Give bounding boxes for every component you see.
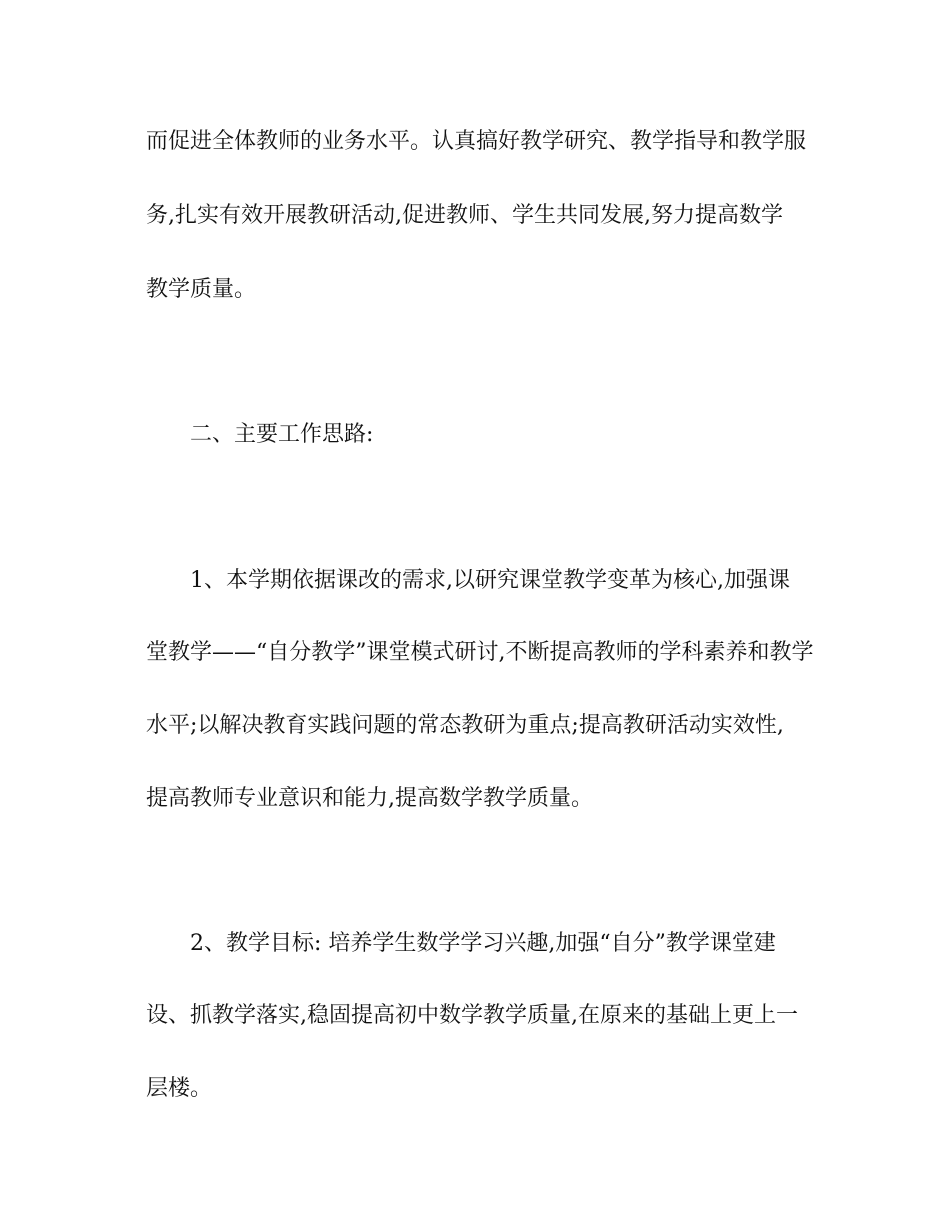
paragraph-2-line-3: 水平;以解决教育实践问题的常态教研为重点;提高教研活动实效性,: [146, 713, 784, 738]
paragraph-1-line-2: 务,扎实有效开展教研活动,促进教师、学生共同发展,努力提高数学: [146, 203, 783, 228]
paragraph-3-line-2: 设、抓教学落实,稳固提高初中数学教学质量,在原来的基础上更上一: [146, 1003, 798, 1028]
paragraph-2-line-1: 1、本学期依据课改的需求,以研究课堂教学变革为核心,加强课: [190, 568, 790, 593]
paragraph-1-line-1: 而促进全体教师的业务水平。认真搞好教学研究、教学指导和教学服: [146, 129, 807, 154]
paragraph-1-line-3: 教学质量。: [146, 277, 257, 302]
paragraph-3-line-1: 2、教学目标: 培养学生数学学习兴趣,加强“自分”教学课堂建: [190, 931, 776, 956]
paragraph-2-line-4: 提高教师专业意识和能力,提高数学教学质量。: [146, 786, 593, 811]
section-heading: 二、主要工作思路:: [190, 422, 374, 447]
paragraph-2-line-2: 堂教学——“自分教学”课堂模式研讨,不断提高教师的学科素养和教学: [146, 640, 814, 665]
paragraph-3-line-3: 层楼。: [146, 1076, 213, 1101]
